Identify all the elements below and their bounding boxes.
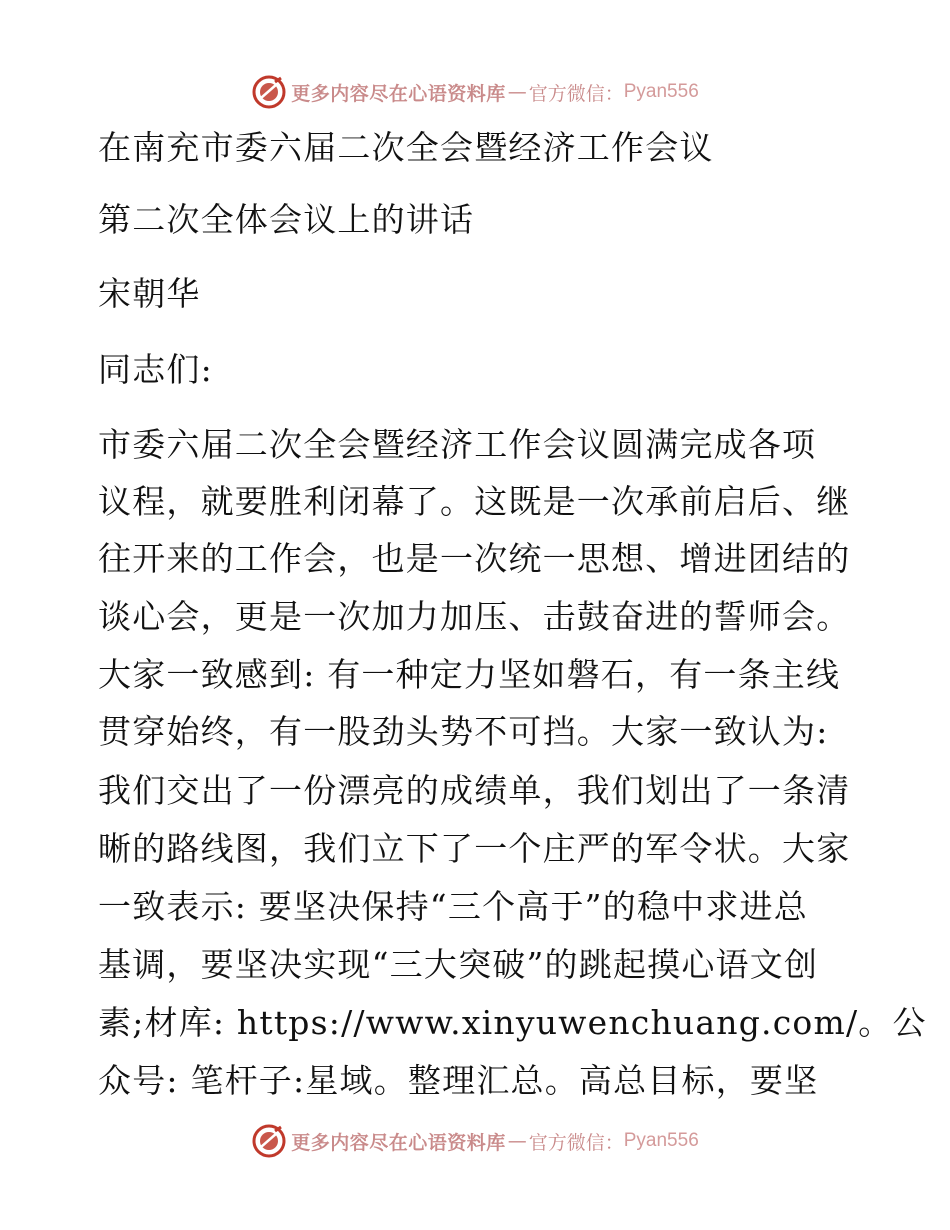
banner-separator: — (507, 81, 527, 103)
body-line: 市委六届二次全会暨经济工作会议圆满完成各项 (98, 425, 817, 464)
body-line: 贯穿始终，有一股劲头势不可挡。大家一致认为: (98, 712, 829, 751)
red-seal-logo-icon (251, 1123, 287, 1159)
document-salutation: 同志们: (98, 350, 213, 389)
body-line: 一致表示: 要坚决保持“三个高于”的稳中求进总 (98, 887, 808, 926)
body-line: 往开来的工作会，也是一次统一思想、增进团结的 (98, 539, 851, 578)
body-line: 基调，要坚决实现“三大突破”的跳起摸心语文创 (98, 945, 819, 984)
document-title-line-2: 第二次全体会议上的讲话 (98, 200, 475, 239)
document-title-line-1: 在南充市委六届二次全会暨经济工作会议 (98, 128, 714, 167)
body-line: 大家一致感到: 有一种定力坚如磐石，有一条主线 (98, 655, 841, 694)
banner-wechat-label: 官方微信： (528, 1131, 624, 1154)
header-watermark-banner (0, 72, 950, 112)
red-seal-logo-icon (251, 74, 287, 110)
body-line: 晰的路线图，我们立下了一个庄严的军令状。大家 (98, 829, 851, 868)
document-author: 宋朝华 (98, 274, 201, 313)
body-line: 我们交出了一份漂亮的成绩单，我们划出了一条清 (98, 771, 851, 810)
banner-main-text: 更多内容尽在心语资料库 (291, 82, 506, 105)
banner-wechat-id: Pyan556 (623, 81, 699, 102)
banner-main-text: 更多内容尽在心语资料库 (291, 1131, 506, 1154)
footer-watermark-banner (0, 1121, 950, 1161)
body-line: 素;材库: https://www.xinyuwenchuang.com/。公 (98, 1003, 927, 1042)
banner-wechat-id: Pyan556 (623, 1130, 699, 1151)
body-line: 议程，就要胜利闭幕了。这既是一次承前启后、继 (98, 482, 851, 521)
banner-separator: — (507, 1130, 527, 1152)
banner-wechat-label: 官方微信： (528, 82, 624, 105)
body-line: 众号: 笔杆子:星域。整理汇总。高总目标，要坚 (98, 1061, 819, 1100)
body-line: 谈心会，更是一次加力加压、击鼓奋进的誓师会。 (98, 597, 851, 636)
